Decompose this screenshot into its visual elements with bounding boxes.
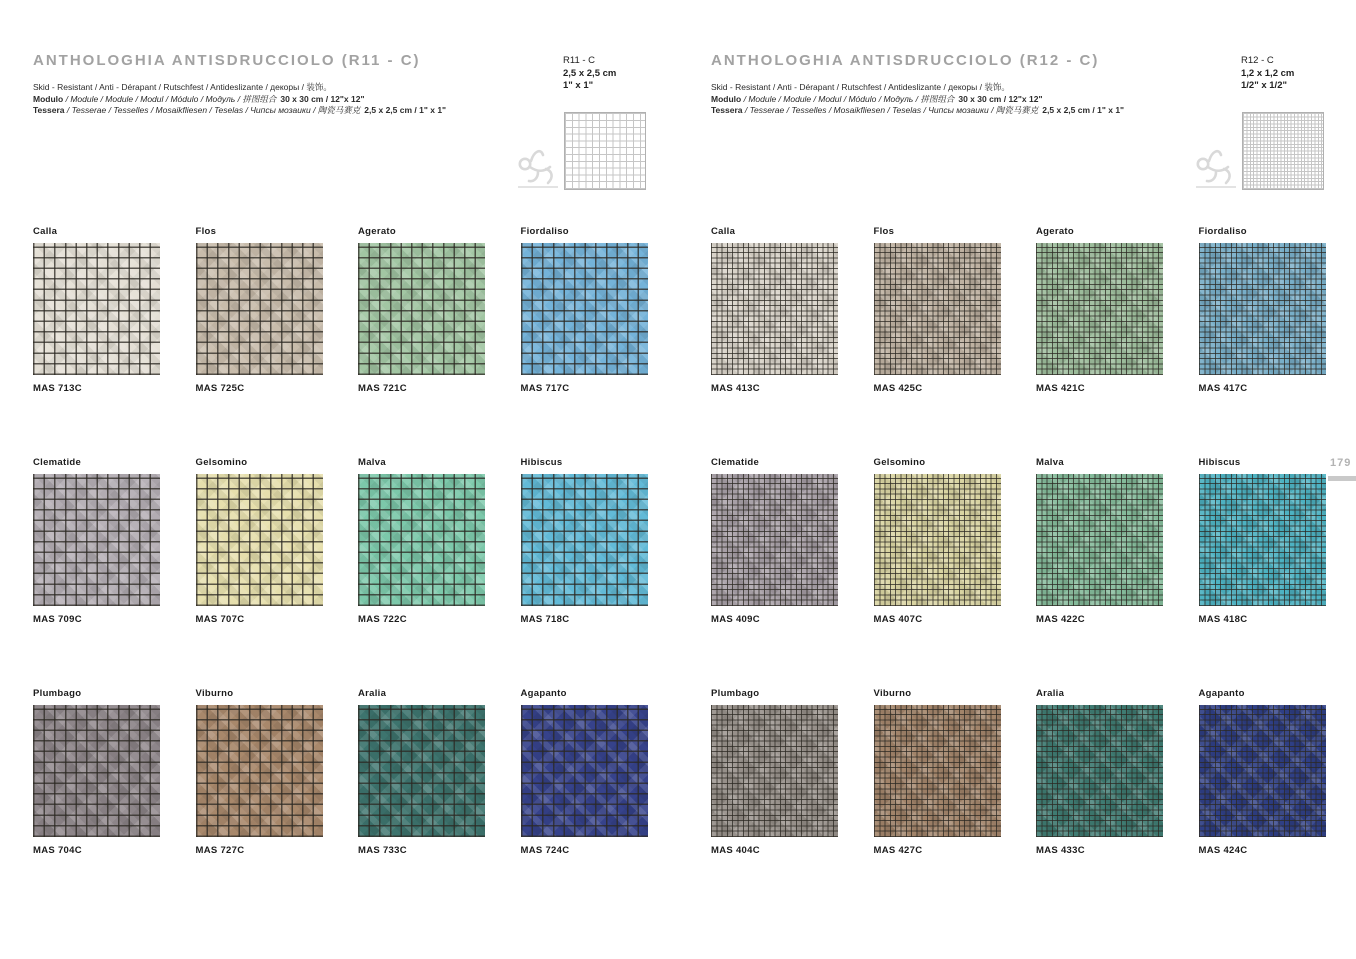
tile-code: MAS 713C	[33, 383, 82, 394]
tile-swatch	[711, 243, 838, 375]
tile-code: MAS 413C	[711, 383, 760, 394]
spec-rating: R12 - C	[1241, 55, 1274, 66]
tile-code: MAS 417C	[1198, 383, 1248, 394]
tile-code: MAS 722C	[358, 614, 407, 625]
tile-card	[358, 457, 485, 625]
tile-swatch	[874, 705, 1001, 837]
tile-card	[1036, 226, 1163, 394]
tessera-line	[33, 105, 533, 117]
tile-swatch	[1199, 705, 1326, 837]
module-line	[33, 94, 533, 106]
tile-code: MAS 421C	[1036, 383, 1085, 394]
tile-name: Fiordaliso	[520, 226, 569, 237]
spec-size-in: 1/2" x 1/2"	[1241, 80, 1287, 91]
module-size: 30 x 30 cm / 12"x 12"	[958, 93, 1043, 104]
tile-name: Agapanto	[1198, 688, 1245, 699]
tile-code: MAS 422C	[1036, 614, 1085, 625]
tile-name: Plumbago	[711, 688, 760, 699]
tile-code: MAS 725C	[195, 383, 245, 394]
tile-card	[711, 688, 838, 856]
section-subtitles	[711, 82, 1211, 117]
tile-swatch	[1036, 243, 1163, 375]
module-translations: / Module / Module / Modul / Módulo / Модуль / 拼图组合	[65, 93, 277, 104]
tile-name: Viburno	[195, 688, 234, 699]
tile-swatch	[196, 243, 323, 375]
tile-card	[358, 688, 485, 856]
tile-swatch	[196, 705, 323, 837]
tile-card	[1036, 457, 1163, 625]
tile-card	[196, 226, 323, 394]
tile-name: Calla	[33, 226, 58, 237]
tile-code: MAS 704C	[33, 845, 82, 856]
tessera-size: 2,5 x 2,5 cm / 1" x 1"	[364, 105, 447, 115]
tile-card	[196, 457, 323, 625]
tile-swatch	[711, 705, 838, 837]
section-title: ANTHOLOGHIA ANTISDRUCCIOLO (R11 - C)	[33, 52, 421, 69]
tile-name: Agerato	[358, 226, 396, 237]
tile-name: Flos	[873, 226, 895, 237]
page-number-bar	[1328, 476, 1356, 481]
tessera-line	[711, 105, 1211, 117]
falling-person-icon	[1193, 146, 1239, 190]
spec-block	[1241, 55, 1294, 93]
tile-card	[874, 226, 1001, 394]
tile-code: MAS 433C	[1036, 845, 1085, 856]
tile-swatch	[1199, 474, 1326, 606]
catalog-section-r12	[711, 0, 1327, 959]
tile-name: Agerato	[1036, 226, 1074, 237]
spec-size-cm: 1,2 x 1,2 cm	[1241, 67, 1295, 79]
section-subtitles	[33, 82, 533, 117]
tile-code: MAS 721C	[358, 383, 407, 394]
tessera-label: Tessera	[33, 105, 65, 115]
tile-swatch	[358, 474, 485, 606]
tile-card	[1199, 688, 1326, 856]
module-label: Modulo	[33, 93, 64, 104]
tile-card	[711, 457, 838, 625]
tile-name: Gelsomino	[195, 457, 248, 468]
spec-size-in: 1" x 1"	[563, 80, 594, 91]
tile-code: MAS 407C	[873, 614, 923, 625]
tile-code: MAS 727C	[195, 845, 245, 856]
page-number: 179	[1330, 457, 1352, 469]
tile-code: MAS 718C	[520, 614, 570, 625]
tessera-label: Tessera	[711, 105, 743, 115]
tile-swatch	[874, 243, 1001, 375]
tile-swatch	[521, 243, 648, 375]
tile-swatch	[33, 243, 160, 375]
tile-card	[521, 226, 648, 394]
tile-card	[1199, 457, 1326, 625]
tile-name: Fiordaliso	[1198, 226, 1247, 237]
tile-name: Clematide	[711, 457, 760, 468]
tile-swatch	[1036, 705, 1163, 837]
module-line	[711, 94, 1211, 106]
tile-name: Gelsomino	[873, 457, 926, 468]
tile-name: Calla	[711, 226, 736, 237]
tile-code: MAS 724C	[520, 845, 570, 856]
module-size: 30 x 30 cm / 12"x 12"	[280, 93, 365, 104]
tile-card	[358, 226, 485, 394]
tile-card	[33, 457, 160, 625]
tile-card	[33, 688, 160, 856]
tile-card	[196, 688, 323, 856]
tile-swatch	[521, 474, 648, 606]
tile-swatch	[1199, 243, 1326, 375]
tile-code: MAS 717C	[520, 383, 570, 394]
tile-code: MAS 425C	[873, 383, 923, 394]
tile-card	[521, 688, 648, 856]
tile-swatch	[33, 705, 160, 837]
tile-name: Clematide	[33, 457, 82, 468]
tile-code: MAS 404C	[711, 845, 760, 856]
tile-swatch	[711, 474, 838, 606]
tile-card	[521, 457, 648, 625]
module-translations: / Module / Module / Modul / Módulo / Модуль / 拼图组合	[743, 93, 955, 104]
module-label: Modulo	[711, 93, 742, 104]
tile-card	[874, 688, 1001, 856]
tessera-translations: / Tesserae / Tesselles / Mosaikfliesen / Teselas / Чипсы мозаики / 陶瓷马赛克	[744, 105, 1039, 115]
tile-name: Hibiscus	[520, 457, 563, 468]
tile-card	[33, 226, 160, 394]
tile-code: MAS 427C	[873, 845, 923, 856]
tile-name: Aralia	[1036, 688, 1065, 699]
tile-card	[874, 457, 1001, 625]
tile-name: Malva	[1036, 457, 1064, 468]
tile-code: MAS 409C	[711, 614, 760, 625]
subtitle-translations: Skid - Resistant / Anti - Dérapant / Rutschfest / Antideslizante / декоры / 装饰。	[711, 82, 1010, 92]
tile-name: Agapanto	[520, 688, 567, 699]
tile-name: Plumbago	[33, 688, 82, 699]
tile-code: MAS 418C	[1198, 614, 1248, 625]
tile-name: Flos	[195, 226, 217, 237]
tile-code: MAS 707C	[195, 614, 245, 625]
catalog-section-r11	[33, 0, 649, 959]
tile-card	[1036, 688, 1163, 856]
tessera-translations: / Tesserae / Tesselles / Mosaikfliesen / Teselas / Чипсы мозаики / 陶瓷马赛克	[66, 105, 361, 115]
spec-rating: R11 - C	[563, 55, 596, 66]
tile-grid	[33, 226, 649, 856]
tile-swatch	[33, 474, 160, 606]
tile-code: MAS 709C	[33, 614, 82, 625]
tile-name: Malva	[358, 457, 386, 468]
spec-block	[563, 55, 616, 93]
tessera-size: 2,5 x 2,5 cm / 1" x 1"	[1042, 105, 1125, 115]
tile-card	[711, 226, 838, 394]
tile-swatch	[1036, 474, 1163, 606]
tile-name: Aralia	[358, 688, 387, 699]
tile-name: Viburno	[873, 688, 912, 699]
tile-code: MAS 733C	[358, 845, 407, 856]
falling-person-icon	[515, 146, 561, 190]
tile-swatch	[196, 474, 323, 606]
module-grid-schematic	[1242, 112, 1324, 190]
tile-swatch	[358, 243, 485, 375]
tile-swatch	[521, 705, 648, 837]
module-grid-schematic	[564, 112, 646, 190]
tile-swatch	[874, 474, 1001, 606]
tile-code: MAS 424C	[1198, 845, 1248, 856]
subtitle-translations: Skid - Resistant / Anti - Dérapant / Rutschfest / Antideslizante / декоры / 装饰。	[33, 82, 332, 92]
spec-size-cm: 2,5 x 2,5 cm	[563, 67, 617, 79]
tile-name: Hibiscus	[1198, 457, 1241, 468]
section-title: ANTHOLOGHIA ANTISDRUCCIOLO (R12 - C)	[711, 52, 1100, 69]
tile-grid	[711, 226, 1327, 856]
tile-swatch	[358, 705, 485, 837]
tile-card	[1199, 226, 1326, 394]
